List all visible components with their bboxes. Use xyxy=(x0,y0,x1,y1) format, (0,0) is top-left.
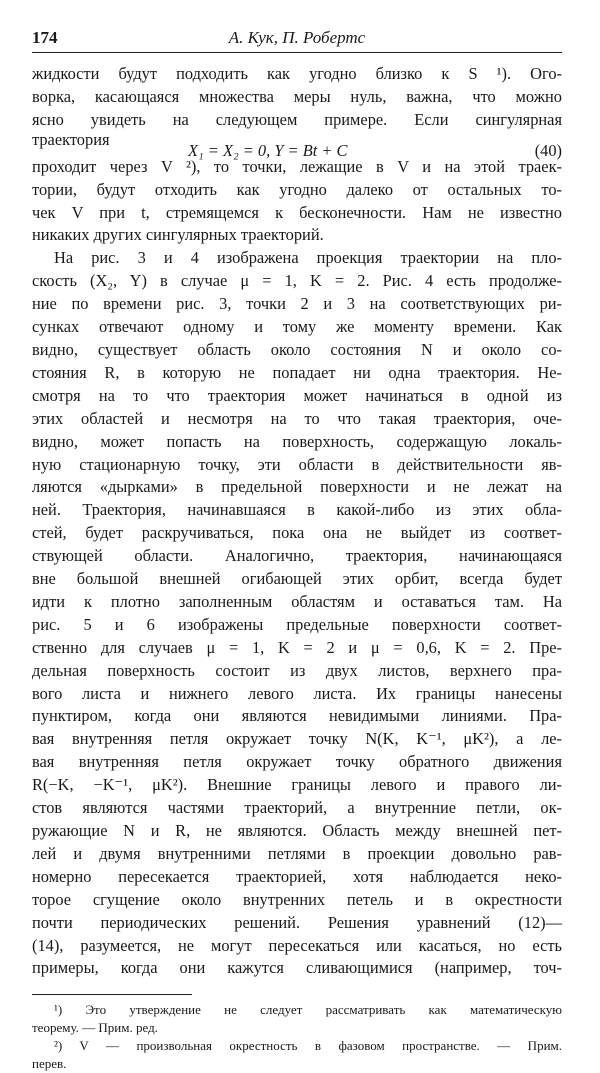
text-line: вая внутренняя петля окружает точку обратного движения xyxy=(32,752,562,772)
text-line: стов являются частями траекторий, а внутренние петли, ок- xyxy=(32,798,562,818)
page-number: 174 xyxy=(32,28,58,47)
footnote-line: ²) V — произвольная окрестность в фазовом пространстве. — Прим. xyxy=(54,1038,562,1054)
text-line: ляются «дырками» в предельной поверхности и не лежат на xyxy=(32,477,562,497)
text-line: (14), разумеется, не могут пересекаться или касаться, но есть xyxy=(32,935,562,955)
text-line: ную стационарную точку, эти области в действительности яв- xyxy=(32,454,562,474)
running-head: А. Кук, П. Робертс xyxy=(228,28,366,47)
footnote-line: ¹) Это утверждение не следует рассматривать как математическую xyxy=(54,1002,562,1018)
text-line: проходит через V ²), то точки, лежащие в V и на этой траек- xyxy=(32,156,562,176)
equation-intro: траектория xyxy=(32,129,110,149)
text-line: примеры, когда они кажутся сливающимися (например, точ- xyxy=(32,958,562,978)
page-header xyxy=(32,26,562,53)
text-line: смотря на то что траектория может начинаться в одной из xyxy=(32,385,562,405)
text-line: ствующей области. Аналогично, траектория, начинающаяся xyxy=(32,546,562,566)
text-line: пунктиром, когда они являются невидимыми линиями. Пра- xyxy=(32,706,562,726)
text-line: идти к плотно заполненным областям и оставаться там. На xyxy=(32,591,562,611)
footnotes xyxy=(32,1001,562,1073)
footnote-line: перев. xyxy=(32,1056,67,1072)
text-line: ружающие N и R, не являются. Область между внешней пет- xyxy=(32,821,562,840)
footnote-divider xyxy=(32,994,192,995)
text-line: никаких других сингулярных траекторий. xyxy=(32,225,324,245)
paragraph-1 xyxy=(32,63,562,247)
text-line: стояния R, в которую не попадает ни одна траектория. Не- xyxy=(32,362,562,382)
text-line: номерно пересекается траекторией, хотя наблюдается неко- xyxy=(32,866,562,886)
footnote-line: теорему. — Прим. ред. xyxy=(32,1020,158,1036)
text-line: ние по времени рис. 3, точки 2 и 3 на соответствующих ри- xyxy=(32,294,562,314)
text-line: скость (X₂, Y) в случае μ = 1, K = 2. Рис. 4 есть продолже- xyxy=(32,271,562,291)
text-line: видно, может попасть на поверхность, содержащую локаль- xyxy=(32,431,562,451)
equation-formula: X₁ = X₂ = 0, Y = Bt + C xyxy=(188,140,348,160)
text-line: рис. 5 и 6 изображены предельные поверхности соответ- xyxy=(32,614,562,634)
book-page xyxy=(32,26,562,1073)
text-line: торое сгущение около внутренних петель и в окрестности xyxy=(32,889,562,909)
text-line: этих областей и несмотря на то что такая траектория, оче- xyxy=(32,408,562,428)
text-line: вне большой внешней огибающей этих орбит, всегда будет xyxy=(32,569,562,589)
text-line: стей, будет раскручиваться, пока она не выйдет из соответ- xyxy=(32,523,562,543)
paragraph-2 xyxy=(32,247,562,980)
text-line: ственно для случаев μ = 1, K = 2 и μ = 0,6, K = 2. Пре- xyxy=(32,637,562,657)
text-line: ясно увидеть на следующем примере. Если сингулярная xyxy=(32,109,562,129)
text-line: видно, существует область около состояния N и около со- xyxy=(32,339,562,359)
text-line: ней. Траектория, начинавшаяся в какой-либо из этих обла- xyxy=(32,500,562,520)
text-line: R(−K, −K⁻¹, μK²). Внешние границы левого и правого ли- xyxy=(32,775,562,795)
text-line: жидкости будут подходить как угодно близко к S ¹). Ого- xyxy=(32,64,562,83)
text-line: тории, будут отходить как угодно далеко от остальных то- xyxy=(32,179,562,199)
equation-number: (40) xyxy=(534,140,562,160)
text-line: ворка, касающаяся множества меры нуль, важна, что можно xyxy=(32,86,562,106)
text-line: сунках отвечают одному и тому же моменту времени. Как xyxy=(32,317,562,337)
text-line: лей и двумя внутренними петлями в проекции довольно рав- xyxy=(32,843,562,863)
text-line: чек V при t, стремящемся к бесконечности. Нам не известно xyxy=(32,202,562,222)
text-line: На рис. 3 и 4 изображена проекция траектории на пло- xyxy=(54,248,562,268)
text-line: вая внутренняя петля окружает точку N(K, K⁻¹, μK²), а ле- xyxy=(32,729,562,749)
text-line: вого листа и нижнего левого листа. Их границы нанесены xyxy=(32,683,562,703)
text-line: почти периодических решений. Решения уравнений (12)— xyxy=(32,912,562,932)
equation-40 xyxy=(32,129,562,160)
text-line: дельная поверхность состоит из двух листов, верхнего пра- xyxy=(32,660,562,680)
